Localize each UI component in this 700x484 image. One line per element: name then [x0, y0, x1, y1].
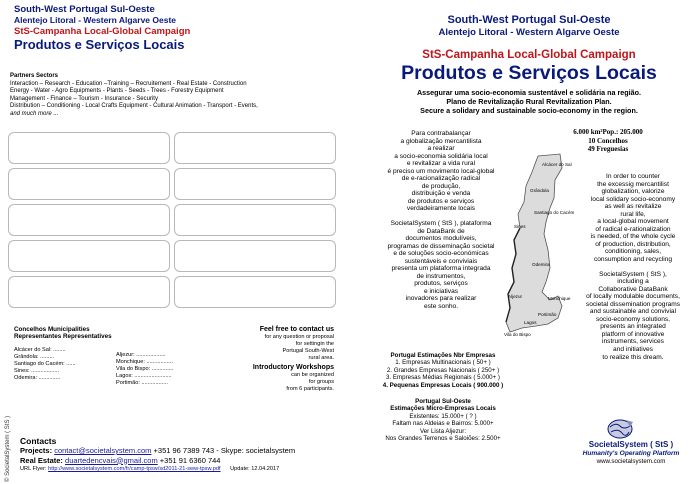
- en-line: platform of innovative: [601, 330, 665, 338]
- map-label: Vila do Bispo: [504, 332, 531, 337]
- concelhos-heading: Concelhos Municipalities: [14, 326, 90, 333]
- en-line: globalization, valorize: [601, 188, 665, 196]
- pt-line: este sonho.: [423, 303, 459, 311]
- region-map: [500, 150, 580, 345]
- partner-box[interactable]: [174, 204, 336, 236]
- and-more-text: and much more ...: [10, 110, 59, 117]
- micro-empresas-block: [372, 398, 514, 442]
- stats-line: 10 Concelhos: [588, 136, 628, 145]
- en-line: societal dissemination programs: [585, 300, 681, 308]
- feel-free-line: Portugal South-West: [282, 348, 334, 354]
- municipalities-col-2: [116, 352, 216, 387]
- partner-box[interactable]: [174, 240, 336, 272]
- map-label: Lagos: [524, 320, 537, 325]
- left-title-1: South-West Portugal Sul-Oeste: [14, 4, 155, 15]
- en-line: consumption and recycling: [593, 256, 673, 264]
- map-label: Monchique: [548, 296, 571, 301]
- feel-free-line: for settingin the: [295, 341, 334, 347]
- right-title-2: Alentejo Litoral - Western Algarve Oeste: [438, 27, 620, 38]
- map-label: Grândola: [530, 188, 549, 193]
- brand-tagline: Humanity's Operating Platform: [582, 449, 680, 457]
- feel-free-line: rural area.: [308, 355, 334, 361]
- right-title-1: South-West Portugal Sul-Oeste: [447, 14, 611, 26]
- map-label: Aljezur: [508, 294, 523, 299]
- micro-line: Faltam nas Aldeias e Bairros: 5.000+: [392, 420, 494, 428]
- pt-line: de e-racionalização radical: [401, 175, 481, 183]
- workshops-line: for groups: [308, 379, 334, 385]
- micro-line: Existentes: 15.000+ ( ? ): [409, 412, 477, 420]
- url-label: URL Flyer:: [20, 466, 47, 472]
- micro-heading-2: Estimações Micro-Empresas Locais: [390, 405, 496, 413]
- pt-line: documentos modulíveis,: [405, 235, 477, 243]
- feel-free-heading: Feel free to contact us: [259, 326, 334, 333]
- left-title-4: Produtos e Serviços Locais: [14, 37, 185, 52]
- feel-free-block: [236, 326, 334, 393]
- realestate-email-link[interactable]: duartedencvais@gmail.com: [65, 455, 158, 465]
- contacts-heading: Contacts: [20, 436, 57, 446]
- projects-phone-skype: +351 96 7389 743 - Skype: societalsystem: [151, 446, 296, 455]
- municipality-line: Santiago do Cacém: ......: [14, 361, 76, 367]
- pt-line: a realizar: [427, 145, 455, 153]
- partner-box[interactable]: [8, 276, 170, 308]
- feel-free-line: for any question or proposal: [264, 334, 334, 340]
- en-line: of production, distribution,: [595, 240, 671, 248]
- pt-line: é preciso um movimento local-global: [387, 167, 495, 175]
- intro-line: Secure a solidary and sustainable socio-economy in the region.: [420, 106, 638, 115]
- partners-heading: Partners Sectors: [10, 73, 59, 79]
- pt-line: SocietalSystem ( StS ), plataforma: [390, 220, 492, 228]
- copyright-side-text: © SocietalSystem ( StS ): [5, 415, 11, 482]
- partners-line: Management - Finance – Tourism - Insurance - Security: [10, 95, 158, 102]
- pt-line: presenta um plataforma integrada: [391, 265, 491, 273]
- en-line: In order to counter: [606, 173, 660, 180]
- projects-email-link[interactable]: contact@societalsystem.com: [54, 446, 152, 455]
- en-line: a local-global movement: [597, 218, 669, 226]
- micro-line: Ver Lista Aljezur:: [419, 427, 467, 435]
- left-title-2: Alentejo Litoral - Western Algarve Oeste: [14, 15, 177, 25]
- globe-logo-icon: [606, 418, 634, 440]
- left-title-3: StS-Campanha Local-Global Campaign: [14, 26, 191, 37]
- empresas-line-bold: 4. Pequenas Empresas Locais ( 900.000 ): [382, 381, 504, 389]
- brand-url[interactable]: www.societalsystem.com: [596, 458, 666, 465]
- pt-line: de produção,: [421, 182, 461, 190]
- right-title-3: StS-Campanha Local-Global Campaign: [422, 49, 636, 61]
- update-date: Update: 12.04.2017: [230, 466, 280, 472]
- intro-line: Assegurar uma socio-economia sustentável e solidária na região.: [416, 88, 642, 97]
- partners-sectors: [10, 73, 340, 118]
- en-line: rural life,: [620, 210, 646, 218]
- pt-line: e de soluções socio-económicas: [393, 250, 489, 258]
- municipality-line: Grândola: .........: [14, 354, 55, 360]
- flyer-url-link[interactable]: http://www.societalsystem.com/fr/camp-tpsw/sd2011-21-sww-tpsw.pdf: [48, 466, 221, 472]
- municipalities-col-1: [14, 347, 114, 382]
- pt-spacer: [376, 213, 506, 220]
- en-line: and sustainable and convivial: [589, 308, 677, 316]
- stats-line: 6.000 km²Pop.: 205.000: [573, 128, 643, 136]
- pt-line: a socio-economia solidária local: [394, 152, 488, 160]
- map-label: Alcácer do Sal: [542, 162, 572, 167]
- en-line: and initiatives: [613, 346, 653, 354]
- pt-text-column: [376, 130, 506, 311]
- stats-line: 49 Freguesias: [587, 145, 629, 153]
- left-header: [14, 4, 190, 52]
- municipality-line: Lagos: ........................: [116, 373, 172, 379]
- en-line: instruments, services: [602, 338, 664, 346]
- representantes-heading: Representantes Representatives: [14, 333, 112, 340]
- partner-box[interactable]: [8, 132, 170, 164]
- en-line: local solidary socio-economy: [590, 195, 676, 203]
- en-line: of radical e-rationalization: [595, 225, 671, 233]
- contacts-block: [20, 436, 350, 473]
- partner-box[interactable]: [174, 168, 336, 200]
- partner-box[interactable]: [8, 204, 170, 236]
- workshops-line: can be organized: [291, 372, 334, 378]
- micro-line: Nos Grandes Terrenos e Saloiões: 2.500+: [385, 435, 501, 443]
- pt-line: de DataBank de: [417, 227, 465, 235]
- municipalities-block: [14, 326, 184, 340]
- intro-line: Plano de Revitalização Rural Revitalization Plan.: [446, 97, 612, 106]
- en-line: including a: [617, 278, 649, 286]
- en-line: Collaborative DataBank: [598, 285, 668, 293]
- partners-line: Distribution – Conditioning - Local Crafts Equipment - Cultural Animation - Transport - Events,: [10, 103, 258, 109]
- en-line: is needed, of the whole cycle: [590, 233, 676, 241]
- partner-box[interactable]: [174, 276, 336, 308]
- empresas-block: [372, 352, 514, 389]
- en-spacer: [572, 264, 694, 271]
- workshops-heading: Introductory Workshops: [252, 364, 334, 371]
- en-line: to realize this dream.: [602, 353, 664, 361]
- en-line: presents an integrated: [600, 323, 666, 331]
- right-title-4: Produtos e Serviços Locais: [401, 62, 657, 84]
- en-text-column: [572, 173, 694, 361]
- brand-block: [568, 440, 694, 466]
- pt-line: de produtos e serviços: [407, 197, 475, 205]
- brand-name: SocietalSystem ( StS ): [588, 440, 674, 449]
- pt-line: a globalização mercantilista: [400, 137, 482, 145]
- municipality-line: Portimão: .................: [116, 380, 168, 386]
- en-line: as well as revitalize: [604, 203, 662, 211]
- empresas-line: 3. Empresas Médias Regionais ( 5.000+ ): [385, 374, 500, 382]
- municipality-line: Vila do Bispo: ..............: [116, 366, 174, 372]
- pt-line: verdadeiramente locais: [406, 205, 476, 213]
- municipality-line: Monchique: .................: [116, 359, 173, 365]
- map-label: Portimão: [538, 312, 557, 317]
- realestate-phone: +351 91 6360 744: [157, 455, 221, 465]
- partners-line: Energy - Water - Agro Equipments - Plants - Seeds - Trees - Forestry Equipment: [10, 88, 224, 94]
- municipality-line: Aljezur: ...................: [116, 352, 166, 358]
- pt-line: de instrumentos,: [416, 272, 466, 280]
- right-header: [358, 14, 700, 115]
- map-label: Sines: [514, 224, 526, 229]
- pt-line: inovadores para realizar: [405, 295, 477, 303]
- municipality-line: Alcácer do Sal: ........: [14, 347, 66, 353]
- partner-box[interactable]: [8, 240, 170, 272]
- map-label: Odemira: [532, 262, 550, 267]
- en-line: SocietalSystem ( StS ),: [599, 270, 667, 278]
- empresas-line: 2. Grandes Empresas Nacionais ( 250+ ): [386, 366, 500, 374]
- micro-heading-1: Portugal Sul-Oeste: [415, 398, 471, 405]
- en-line: of locally modulable documents,: [586, 293, 680, 301]
- en-line: the excessig mercantilist: [597, 180, 669, 188]
- workshops-line: from 6 participants.: [286, 386, 334, 392]
- map-label: Santiago do Cacém: [534, 210, 575, 215]
- en-line: socio-economy solutions,: [595, 315, 671, 323]
- pt-line: distribuição e venda: [411, 190, 471, 198]
- pt-line: e iniciativas: [423, 287, 459, 295]
- municipality-line: Sines: ..................: [14, 368, 60, 374]
- partner-box[interactable]: [8, 168, 170, 200]
- municipality-line: Odemira: ..............: [14, 375, 61, 381]
- empresas-line: 1. Empresas Multinacionais ( 50+ ): [395, 359, 491, 367]
- empresas-heading: Portugal Estimações Nbr Empresas: [390, 352, 496, 359]
- realestate-label: Real Estate:: [20, 455, 63, 465]
- partners-line: Interaction – Research - Education –Training – Recruitement - Real Estate - Construction: [10, 80, 247, 87]
- en-line: conditioning, sales,: [604, 248, 662, 256]
- partner-box[interactable]: [174, 132, 336, 164]
- pt-line: produtos, serviços: [414, 280, 468, 288]
- projects-label: Projects:: [20, 446, 53, 455]
- pt-line: programas de disseminação societal: [387, 242, 495, 250]
- pt-line: Para contrabalançar: [411, 130, 471, 137]
- pt-line: e revitalizar a vida rural: [406, 160, 476, 168]
- pt-line: sustentáveis e conviviais: [404, 257, 478, 265]
